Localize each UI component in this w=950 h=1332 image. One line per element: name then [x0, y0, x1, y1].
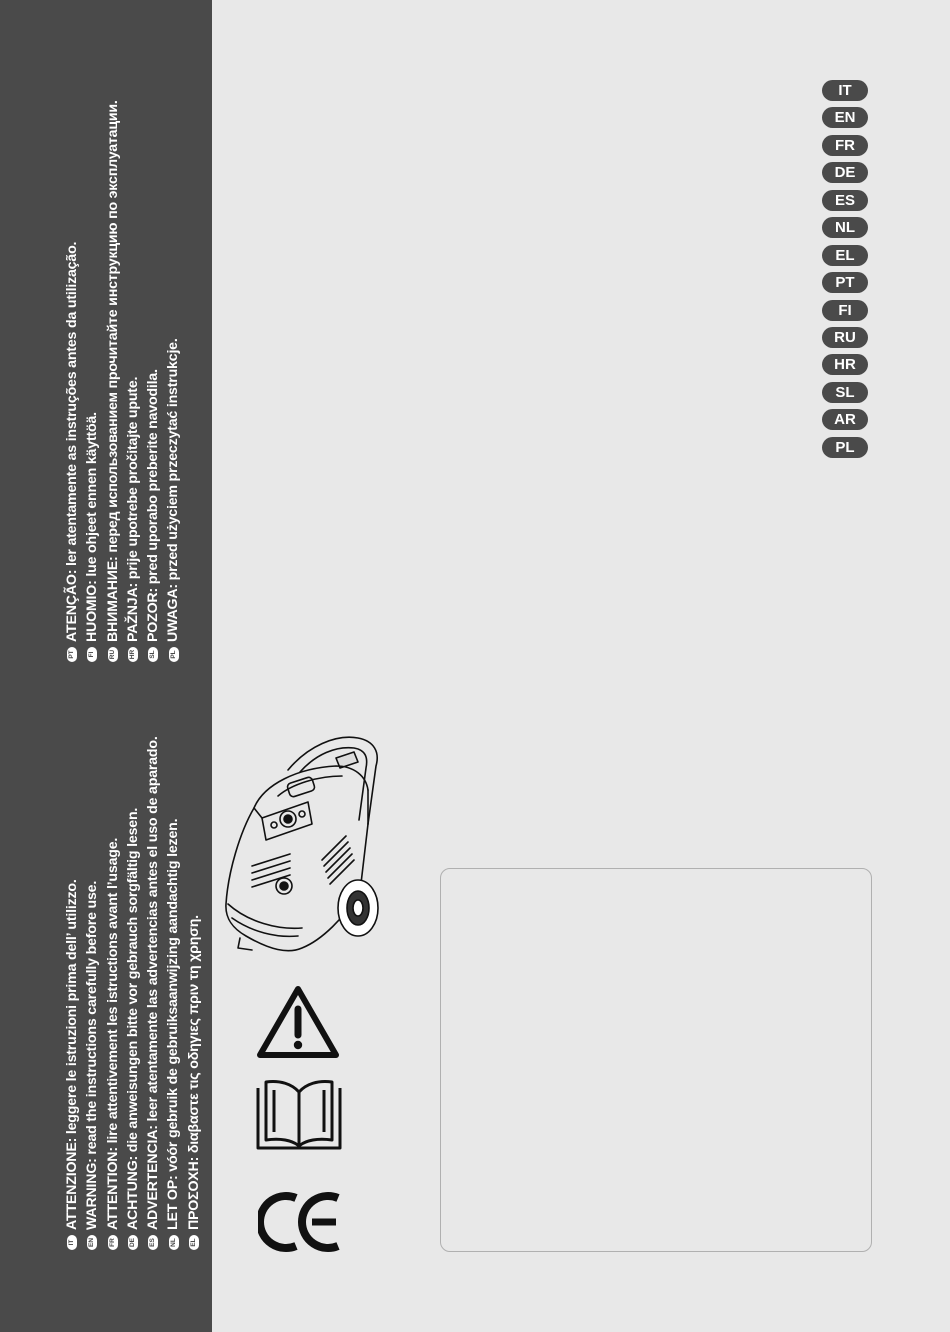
warning-text: ATENÇÃO: ler atentamente as instruções antes da utilização. [64, 241, 80, 642]
warning-text: LET OP: vóór gebruik de gebruiksaanwijzing aandachtig lezen. [165, 818, 182, 1230]
language-pill: PL [822, 437, 868, 458]
warning-text: UWAGA: przed użyciem przeczytać instrukcje. [165, 338, 182, 642]
warning-text: POZOR: pred uporabo preberite navodila. [145, 369, 162, 642]
warning-text: ATTENZIONE: leggere le istruzioni prima dell’ utilizzo. [64, 879, 80, 1230]
language-badge: PL [169, 647, 179, 662]
warning-line [143, 100, 163, 662]
language-pill: DE [822, 162, 868, 183]
language-badge: NL [169, 1235, 179, 1250]
language-pill: FI [822, 300, 868, 321]
warning-line [123, 100, 143, 662]
language-badge: IT [67, 1235, 77, 1250]
warning-line [103, 100, 123, 662]
warning-text: ATTENTION: lire attentivement les istructions avant l’usage. [104, 837, 121, 1230]
language-badge: SL [148, 647, 158, 662]
language-pill: ES [822, 190, 868, 211]
language-pill: EN [822, 107, 868, 128]
language-pill: PT [822, 272, 868, 293]
language-pill: EL [822, 245, 868, 266]
language-pill: AR [822, 409, 868, 430]
warning-line [163, 100, 183, 662]
pressure-washer-illustration [218, 732, 388, 972]
rotated-warning-text [0, 0, 212, 1332]
warning-line [123, 736, 143, 1250]
language-badge: EL [189, 1235, 199, 1250]
language-pill: SL [822, 382, 868, 403]
language-badge: ES [148, 1235, 158, 1250]
product-label-box [440, 868, 872, 1252]
warning-text: ΠΡΟΣΟΧΗ: διαβαστε τις οδηγιες πριν τη χρηση. [185, 915, 202, 1230]
language-badge: HR [128, 647, 138, 662]
language-pill: RU [822, 327, 868, 348]
warning-text: ACHTUNG: die anweisungen bitte vor gebrauch sorgfältig lesen. [124, 807, 141, 1230]
warning-text: WARNING: read the instructions carefully before use. [84, 880, 101, 1230]
warning-line [143, 736, 163, 1250]
language-badge: FI [87, 647, 97, 662]
warning-triangle-icon [256, 985, 340, 1059]
warning-text: ADVERTENCIA: leer atentamente las advertencias antes el uso de aparado. [145, 736, 162, 1230]
warning-text: ВНИМАНИЕ: перед использованием прочитайте инструкцию по эксплуатации. [104, 100, 121, 642]
warning-block-2 [62, 100, 184, 662]
warning-sidebar [0, 0, 212, 1332]
open-book-icon [254, 1078, 344, 1152]
language-badge: EN [87, 1235, 97, 1250]
language-pill: NL [822, 217, 868, 238]
language-pill: IT [822, 80, 868, 101]
language-badge: RU [108, 647, 118, 662]
language-badge: PT [67, 647, 77, 662]
warning-line [163, 736, 183, 1250]
language-badge: DE [128, 1235, 138, 1250]
language-list [822, 80, 870, 464]
warning-line [184, 736, 204, 1250]
warning-line [82, 100, 102, 662]
warning-text: PAŽNJA: prije upotrebe pročitajte upute. [124, 376, 141, 642]
language-pill: FR [822, 135, 868, 156]
warning-block-1 [62, 736, 204, 1250]
warning-line [103, 736, 123, 1250]
warning-line [62, 736, 82, 1250]
language-pill: HR [822, 354, 868, 375]
language-badge: FR [108, 1235, 118, 1250]
warning-text: HUOMIO: lue ohjeet ennen käyttöä. [84, 412, 101, 642]
warning-line [62, 100, 82, 662]
ce-mark-icon [258, 1190, 342, 1254]
warning-line [82, 736, 102, 1250]
